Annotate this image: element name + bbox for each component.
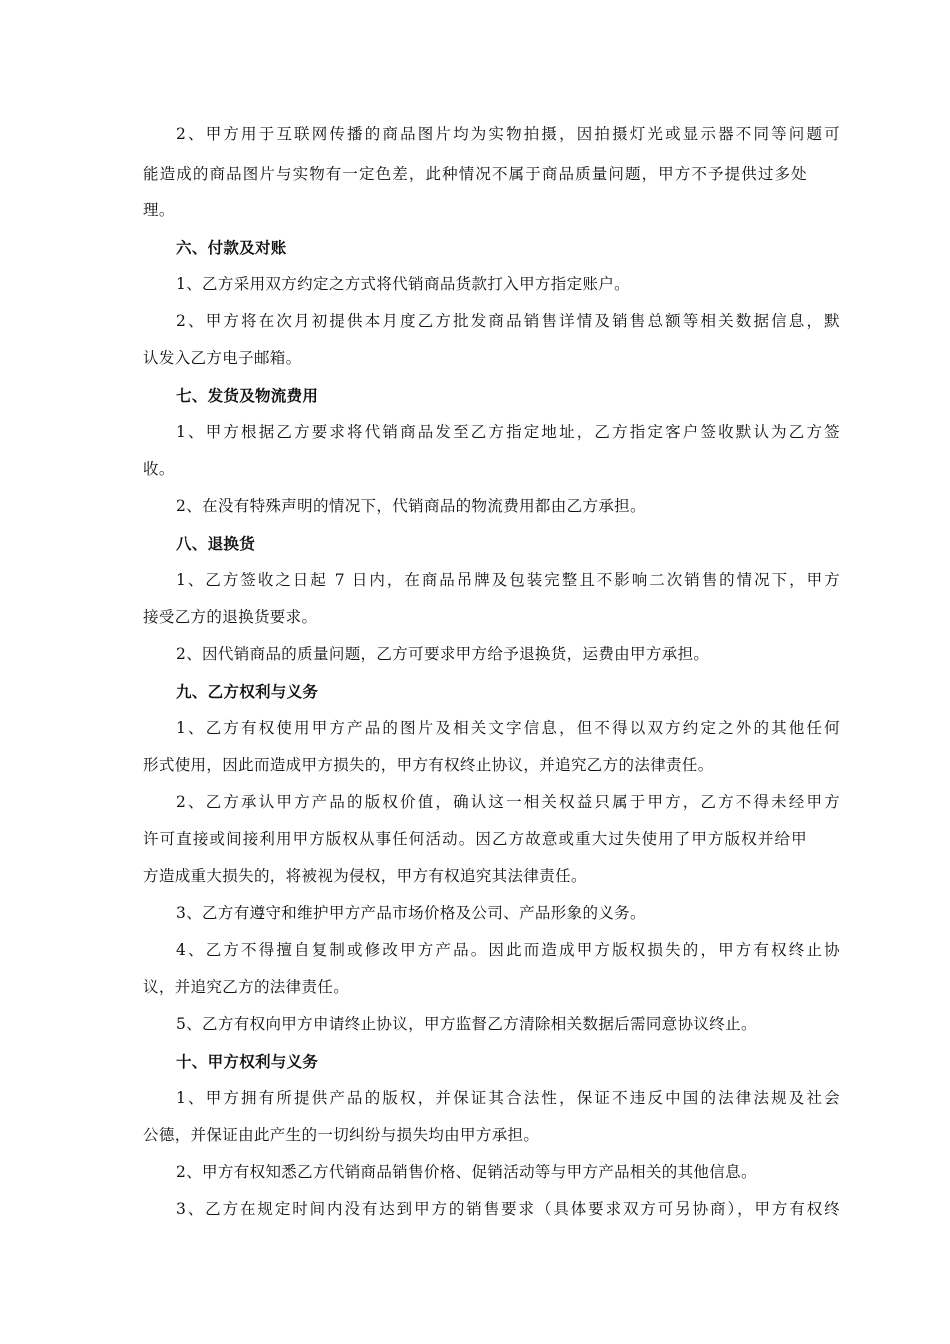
paragraph-line: 收。 xyxy=(143,460,175,478)
paragraph-line: 认发入乙方电子邮箱。 xyxy=(143,349,302,367)
paragraph-line: 形式使用，因此而造成甲方损失的，甲方有权终止协议，并追究乙方的法律责任。 xyxy=(143,756,714,774)
paragraph-line: 2、因代销商品的质量问题，乙方可要求甲方给予退换货，运费由甲方承担。 xyxy=(176,645,710,663)
paragraph-line: 理。 xyxy=(143,201,175,219)
paragraph-line: 1、乙方有权使用甲方产品的图片及相关文字信息，但不得以双方约定之外的其他任何 xyxy=(176,719,840,737)
paragraph-line: 1、乙方签收之日起 7 日内，在商品吊牌及包装完整且不影响二次销售的情况下，甲方 xyxy=(176,571,840,589)
paragraph-line: 公德，并保证由此产生的一切纠纷与损失均由甲方承担。 xyxy=(143,1126,540,1144)
paragraph-line: 2、甲方用于互联网传播的商品图片均为实物拍摄，因拍摄灯光或显示器不同等问题可 xyxy=(176,125,840,143)
paragraph-line: 方造成重大损失的，将被视为侵权，甲方有权追究其法律责任。 xyxy=(143,867,587,885)
section-heading: 十、甲方权利与义务 xyxy=(176,1053,319,1071)
paragraph-line: 3、乙方有遵守和维护甲方产品市场价格及公司、产品形象的义务。 xyxy=(176,904,646,922)
paragraph-line: 1、甲方拥有所提供产品的版权，并保证其合法性，保证不违反中国的法律法规及社会 xyxy=(176,1089,840,1107)
section-heading: 九、乙方权利与义务 xyxy=(176,683,319,701)
paragraph-line: 4、乙方不得擅自复制或修改甲方产品。因此而造成甲方版权损失的，甲方有权终止协 xyxy=(176,941,840,959)
paragraph-line: 接受乙方的退换货要求。 xyxy=(143,608,318,626)
paragraph-line: 5、乙方有权向甲方申请终止协议，甲方监督乙方清除相关数据后需同意协议终止。 xyxy=(176,1015,757,1033)
paragraph-line: 许可直接或间接利用甲方版权从事任何活动。因乙方故意或重大过失使用了甲方版权并给甲 xyxy=(143,830,807,848)
paragraph-line: 2、甲方将在次月初提供本月度乙方批发商品销售详情及销售总额等相关数据信息，默 xyxy=(176,312,840,330)
section-heading: 六、付款及对账 xyxy=(176,239,287,257)
section-heading: 八、退换货 xyxy=(176,535,256,553)
section-heading: 七、发货及物流费用 xyxy=(176,387,319,405)
paragraph-line: 议，并追究乙方的法律责任。 xyxy=(143,978,350,996)
paragraph-line: 3、乙方在规定时间内没有达到甲方的销售要求（具体要求双方可另协商），甲方有权终 xyxy=(176,1200,840,1218)
paragraph-line: 1、甲方根据乙方要求将代销商品发至乙方指定地址，乙方指定客户签收默认为乙方签 xyxy=(176,423,840,441)
paragraph-line: 1、乙方采用双方约定之方式将代销商品货款打入甲方指定账户。 xyxy=(176,275,631,293)
paragraph-line: 能造成的商品图片与实物有一定色差，此种情况不属于商品质量问题，甲方不予提供过多处 xyxy=(143,165,807,183)
paragraph-line: 2、乙方承认甲方产品的版权价值，确认这一相关权益只属于甲方，乙方不得未经甲方 xyxy=(176,793,840,811)
paragraph-line: 2、在没有特殊声明的情况下，代销商品的物流费用都由乙方承担。 xyxy=(176,497,646,515)
paragraph-line: 2、甲方有权知悉乙方代销商品销售价格、促销活动等与甲方产品相关的其他信息。 xyxy=(176,1163,757,1181)
